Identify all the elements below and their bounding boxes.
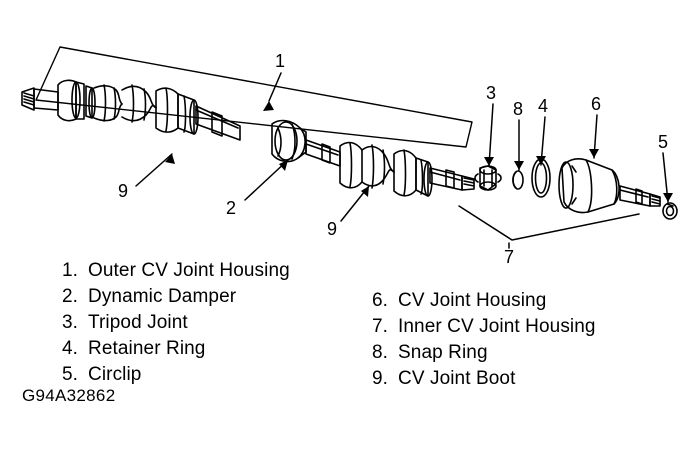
legend-item-number: 2. xyxy=(62,286,79,307)
legend-item-label: Circlip xyxy=(88,364,142,385)
callout-8-label: 8 xyxy=(513,99,524,119)
legend-item xyxy=(372,288,596,314)
callout-2 xyxy=(226,199,236,217)
legend-item xyxy=(372,366,596,392)
intermediate-shaft-right xyxy=(306,140,340,166)
inner-shaft-stub xyxy=(430,168,474,190)
tripod-joint xyxy=(475,166,501,190)
callout-3 xyxy=(486,84,496,102)
outer-cv-joint-boot xyxy=(94,85,178,132)
legend-item-number: 3. xyxy=(62,312,79,333)
legend-column-left xyxy=(62,258,290,388)
legend-item-number: 8. xyxy=(372,342,389,363)
legend-item xyxy=(372,340,596,366)
inner-cv-joint-boot xyxy=(340,143,416,196)
legend-item xyxy=(62,362,290,388)
callout-2-label: 2 xyxy=(226,198,237,218)
callout-6 xyxy=(591,95,601,113)
legend xyxy=(62,258,662,389)
callout-4 xyxy=(538,97,548,115)
legend-item xyxy=(62,258,290,284)
snap-ring xyxy=(513,171,523,189)
legend-item xyxy=(372,314,596,340)
callout-4-label: 4 xyxy=(538,96,549,116)
legend-item-label: Snap Ring xyxy=(398,342,488,363)
callout-9-inner-label: 9 xyxy=(327,219,338,239)
legend-item-number: 9. xyxy=(372,368,389,389)
legend-item-number: 1. xyxy=(62,260,79,281)
callout-5-label: 5 xyxy=(658,132,669,152)
housing-stub-shaft xyxy=(620,186,660,206)
figure-code: G94A32862 xyxy=(22,386,116,405)
callout-9-outer xyxy=(118,182,128,200)
callout-1 xyxy=(275,52,285,70)
callout-5 xyxy=(658,133,668,151)
outer-boot-clamp xyxy=(178,94,198,134)
legend-item-number: 4. xyxy=(62,338,79,359)
legend-column-right xyxy=(372,288,596,392)
legend-item xyxy=(62,336,290,362)
callout-1-label: 1 xyxy=(275,51,286,71)
legend-item-label: Tripod Joint xyxy=(88,312,188,333)
legend-item-number: 6. xyxy=(372,290,389,311)
outer-cv-joint-housing xyxy=(22,80,95,120)
callout-9-inner xyxy=(327,220,337,238)
callout-3-label: 3 xyxy=(486,83,497,103)
legend-item-label: Dynamic Damper xyxy=(88,286,237,307)
legend-item-label: Outer CV Joint Housing xyxy=(88,260,290,281)
callout-7-label: 7 xyxy=(504,247,515,267)
legend-item-label: Retainer Ring xyxy=(88,338,206,359)
outer-assembly-boundary xyxy=(36,47,472,147)
legend-item-number: 5. xyxy=(62,364,79,385)
callout-9-outer-label: 9 xyxy=(118,181,129,201)
legend-item-number: 7. xyxy=(372,316,389,337)
legend-item-label: CV Joint Housing xyxy=(398,290,547,311)
circlip xyxy=(663,203,677,219)
legend-item-label: Inner CV Joint Housing xyxy=(398,316,596,337)
callout-6-label: 6 xyxy=(591,94,602,114)
cv-joint-housing xyxy=(559,159,619,213)
legend-item xyxy=(62,310,290,336)
legend-item-label: CV Joint Boot xyxy=(398,368,516,389)
callout-8 xyxy=(513,100,523,118)
legend-item xyxy=(62,284,290,310)
